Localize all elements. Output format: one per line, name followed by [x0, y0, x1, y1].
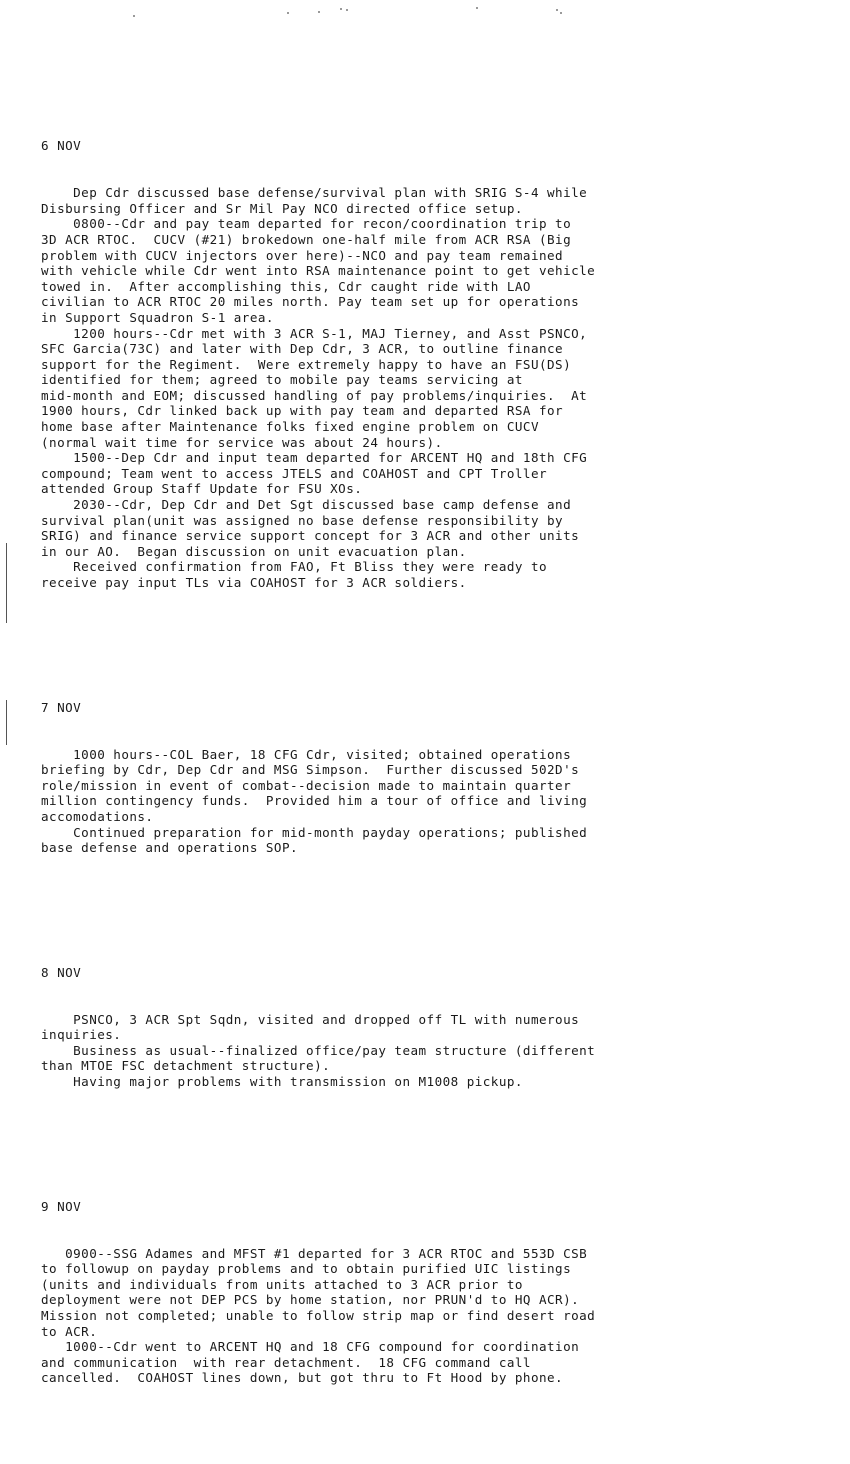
text-line: 1000 hours--COL Baer, 18 CFG Cdr, visited; obtained operations: [41, 746, 572, 762]
text-line: 1000--Cdr went to ARCENT HQ and 18 CFG compound for coordination: [41, 1339, 580, 1355]
text-line: (units and individuals from units attached to 3 ACR prior to: [41, 1276, 523, 1292]
text-line: problem with CUCV injectors over here)--NCO and pay team remained: [41, 247, 564, 263]
scan-speck: [560, 12, 562, 14]
log-entry: [41, 669, 831, 887]
entry-date: 9 NOV: [41, 1198, 82, 1214]
scan-speck: [318, 11, 320, 13]
text-line: attended Group Staff Update for FSU XOs.: [41, 481, 363, 497]
text-line: to ACR.: [41, 1323, 98, 1339]
text-line: PSNCO, 3 ACR Spt Sqdn, visited and dropped off TL with numerous: [41, 1011, 580, 1027]
text-line: Having major problems with transmission on M1008 pickup.: [41, 1074, 523, 1089]
text-line: inquiries.: [41, 1027, 122, 1043]
text-line: deployment were not DEP PCS by home station, nor PRUN'd to HQ ACR).: [41, 1292, 580, 1308]
text-line: compound; Team went to access JTELS and COAHOST and CPT Troller: [41, 465, 548, 481]
margin-mark: [6, 700, 7, 745]
text-line: 0800--Cdr and pay team departed for recon/coordination trip to: [41, 216, 572, 232]
text-line: (normal wait time for service was about 24 hours).: [41, 434, 443, 450]
scan-speck: [476, 7, 478, 9]
text-line: 1500--Dep Cdr and input team departed for ARCENT HQ and 18th CFG: [41, 450, 588, 466]
text-line: briefing by Cdr, Dep Cdr and MSG Simpson. Further discussed 502D's: [41, 762, 580, 778]
log-entry: [41, 1168, 831, 1418]
entry-date: 6 NOV: [41, 138, 82, 154]
scan-artifacts: [0, 0, 850, 40]
entry-text: [41, 747, 831, 856]
text-line: identified for them; agreed to mobile pay teams servicing at: [41, 372, 523, 388]
text-line: 1900 hours, Cdr linked back up with pay team and departed RSA for: [41, 403, 564, 419]
text-line: SFC Garcia(73C) and later with Dep Cdr, 3 ACR, to outline finance: [41, 341, 564, 357]
text-line: survival plan(unit was assigned no base defense responsibility by: [41, 512, 564, 528]
margin-mark: [6, 543, 7, 623]
text-line: civilian to ACR RTOC 20 miles north. Pay team set up for operations: [41, 294, 580, 310]
text-line: 0900--SSG Adames and MFST #1 departed for 3 ACR RTOC and 553D CSB: [41, 1245, 588, 1261]
text-line: towed in. After accomplishing this, Cdr caught ride with LAO: [41, 278, 531, 294]
entry-text: [41, 185, 831, 590]
text-line: role/mission in event of combat--decision made to maintain quarter: [41, 777, 572, 793]
entry-date: 7 NOV: [41, 699, 82, 715]
text-line: receive pay input TLs via COAHOST for 3 ACR soldiers.: [41, 575, 467, 590]
text-line: Received confirmation from FAO, Ft Bliss they were ready to: [41, 559, 548, 575]
text-line: accomodations.: [41, 808, 154, 824]
log-entry: [41, 934, 831, 1121]
text-line: million contingency funds. Provided him a tour of office and living: [41, 793, 588, 809]
text-line: 1200 hours--Cdr met with 3 ACR S-1, MAJ Tierney, and Asst PSNCO,: [41, 325, 588, 341]
scan-speck: [340, 8, 342, 10]
log-entry: [41, 107, 831, 622]
entry-text: [41, 1012, 831, 1090]
text-line: than MTOE FSC detachment structure).: [41, 1058, 331, 1074]
scan-speck: [287, 12, 289, 14]
text-line: Disbursing Officer and Sr Mil Pay NCO directed office setup.: [41, 200, 523, 216]
scan-speck: [133, 15, 135, 17]
text-line: SRIG) and finance service support concept for 3 ACR and other units: [41, 528, 580, 544]
text-line: in Support Squadron S-1 area.: [41, 309, 274, 325]
entry-date: 8 NOV: [41, 964, 82, 980]
text-line: 3D ACR RTOC. CUCV (#21) brokedown one-half mile from ACR RSA (Big: [41, 231, 572, 247]
text-line: in our AO. Began discussion on unit evacuation plan.: [41, 543, 467, 559]
entry-text: [41, 1246, 831, 1386]
text-line: Business as usual--finalized office/pay team structure (different: [41, 1042, 596, 1058]
scan-speck: [556, 9, 558, 11]
text-line: and communication with rear detachment. 18 CFG command call: [41, 1354, 531, 1370]
text-line: cancelled. COAHOST lines down, but got thru to Ft Hood by phone.: [41, 1370, 564, 1386]
text-line: with vehicle while Cdr went into RSA maintenance point to get vehicle: [41, 263, 596, 279]
text-line: to followup on payday problems and to obtain purified UIC listings: [41, 1261, 572, 1277]
scan-speck: [346, 9, 348, 11]
text-line: Dep Cdr discussed base defense/survival plan with SRIG S-4 while: [41, 185, 588, 201]
text-line: support for the Regiment. Were extremely happy to have an FSU(DS): [41, 356, 572, 372]
text-line: 2030--Cdr, Dep Cdr and Det Sgt discussed base camp defense and: [41, 497, 572, 513]
text-line: Mission not completed; unable to follow strip map or find desert road: [41, 1307, 596, 1323]
text-line: home base after Maintenance folks fixed engine problem on CUCV: [41, 419, 539, 435]
text-line: mid-month and EOM; discussed handling of pay problems/inquiries. At: [41, 387, 588, 403]
text-line: Continued preparation for mid-month payday operations; published: [41, 824, 588, 840]
text-line: base defense and operations SOP.: [41, 840, 299, 856]
document-body: [41, 76, 831, 1464]
